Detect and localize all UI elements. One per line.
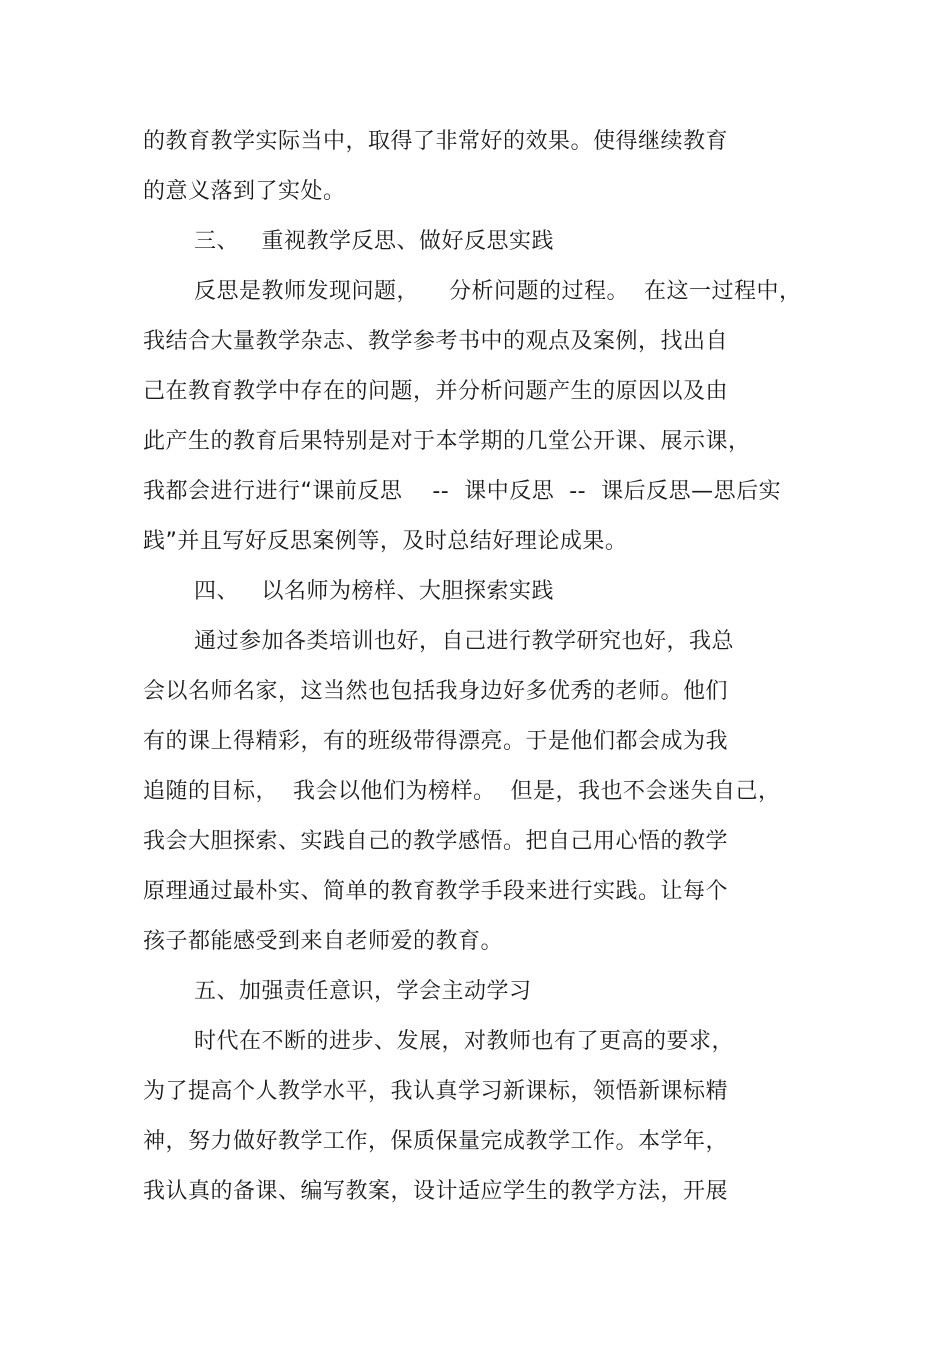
paragraph-line: 通过参加各类培训也好，自己进行教学研究也好，我总 bbox=[194, 629, 735, 654]
paragraph-line: 追随的目标， 我会以他们为榜样。 但是，我也不会迷失自己， bbox=[143, 779, 781, 804]
section-heading-4: 四、 以名师为榜样、大胆探索实践 bbox=[194, 579, 554, 604]
paragraph-line: 践”并且写好反思案例等，及时总结好理论成果。 bbox=[143, 529, 628, 554]
paragraph-line: 此产生的教育后果特别是对于本学期的几堂公开课、展示课， bbox=[143, 429, 751, 454]
paragraph-line: 己在教育教学中存在的问题，并分析问题产生的原因以及由 bbox=[143, 379, 729, 404]
paragraph-line: 的意义落到了实处。 bbox=[143, 179, 346, 204]
paragraph-line: 会以名师名家，这当然也包括我身边好多优秀的老师。他们 bbox=[143, 679, 729, 704]
paragraph-line: 的教育教学实际当中，取得了非常好的效果。使得继续教育 bbox=[143, 129, 729, 154]
section-heading-3: 三、 重视教学反思、做好反思实践 bbox=[194, 229, 554, 254]
section-heading-5: 五、加强责任意识，学会主动学习 bbox=[194, 979, 532, 1004]
paragraph-line: 为了提高个人教学水平，我认真学习新课标，领悟新课标精 bbox=[143, 1079, 729, 1104]
paragraph-line: 有的课上得精彩，有的班级带得漂亮。于是他们都会成为我 bbox=[143, 729, 729, 754]
paragraph-line: 原理通过最朴实、简单的教育教学手段来进行实践。让每个 bbox=[143, 879, 729, 904]
paragraph-line: 我认真的备课、编写教案，设计适应学生的教学方法，开展 bbox=[143, 1179, 729, 1204]
paragraph-line: 我会大胆探索、实践自己的教学感悟。把自己用心悟的教学 bbox=[143, 829, 729, 854]
paragraph-line: 我结合大量教学杂志、教学参考书中的观点及案例，找出自 bbox=[143, 329, 729, 354]
paragraph-line: 反思是教师发现问题， 分析问题的过程。 在这一过程中， bbox=[194, 279, 802, 304]
paragraph-line: 我都会进行进行“课前反思 -- 课中反思 -- 课后反思—思后实 bbox=[143, 479, 782, 504]
paragraph-line: 神，努力做好教学工作，保质保量完成教学工作。本学年， bbox=[143, 1129, 729, 1154]
paragraph-line: 时代在不断的进步、发展，对教师也有了更高的要求， bbox=[194, 1029, 735, 1054]
paragraph-line: 孩子都能感受到来自老师爱的教育。 bbox=[143, 929, 504, 954]
